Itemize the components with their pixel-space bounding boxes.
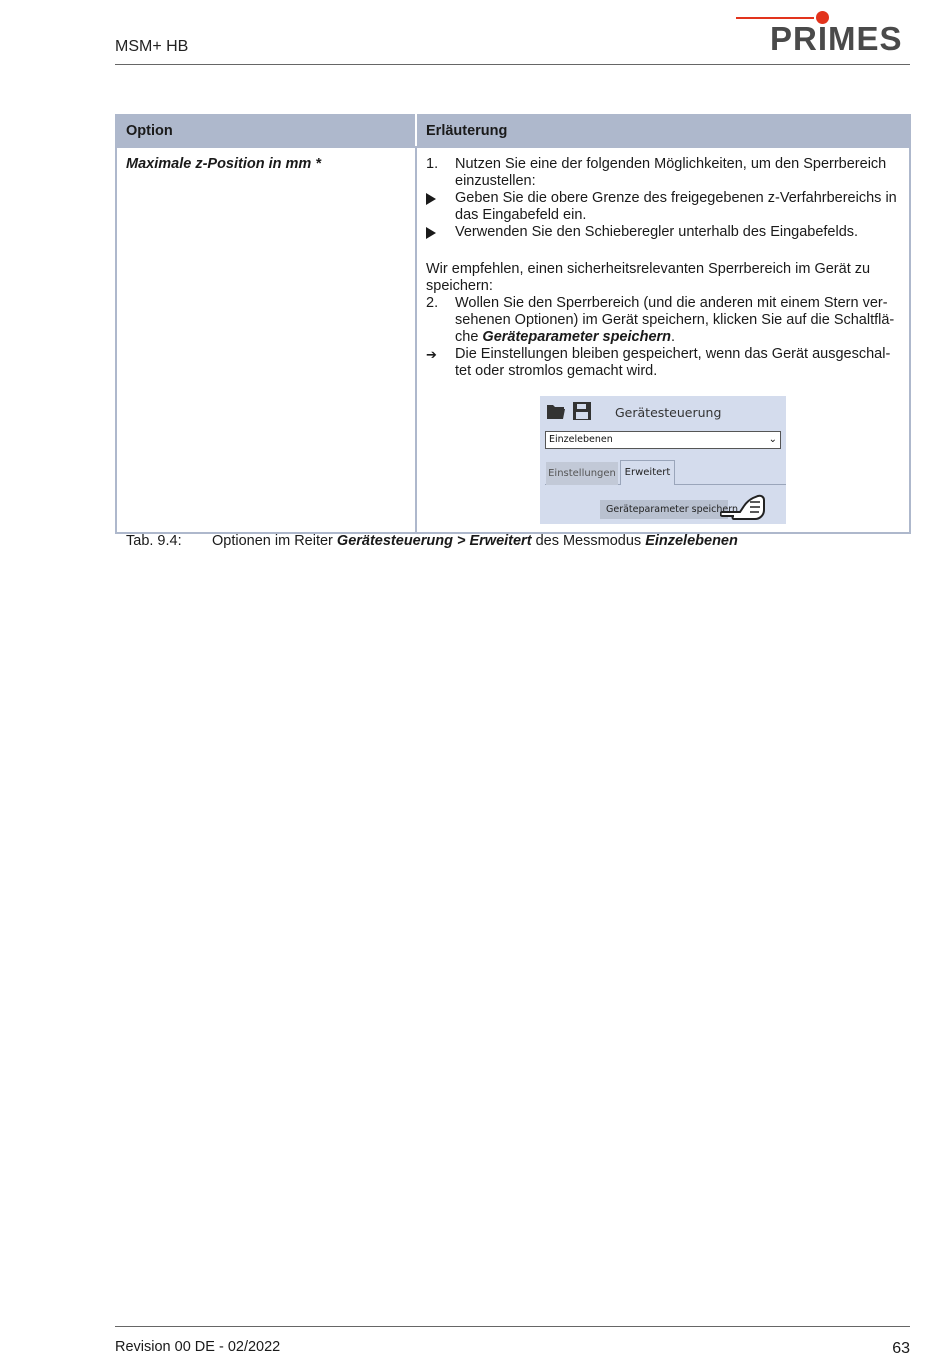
table-caption — [126, 533, 738, 549]
panel-title: Gerätesteuerung — [615, 405, 722, 420]
col-header-option: Option — [116, 115, 416, 147]
logo-text: PRIMES — [770, 20, 903, 57]
tab-einstellungen[interactable]: Einstellungen — [546, 462, 618, 485]
step-1 — [426, 156, 900, 190]
result-arrow-icon: ➔ — [426, 347, 437, 362]
option-explanation — [416, 147, 910, 533]
tab-erweitert[interactable]: Erweitert — [620, 460, 675, 485]
col-header-explanation: Erläuterung — [416, 115, 910, 147]
step-2 — [426, 295, 900, 346]
footer-revision: Revision 00 DE - 02/2022 — [115, 1339, 281, 1355]
footer-rule — [115, 1326, 910, 1327]
caption-text: Optionen im Reiter Gerätesteuerung > Erweitert des Messmodus Einzelebenen — [212, 533, 738, 549]
step-number: 1. — [426, 156, 439, 172]
button-reference: Geräteparameter speichern — [482, 329, 672, 345]
save-device-params-button[interactable]: Geräteparameter speichern — [600, 500, 728, 519]
options-table — [115, 114, 911, 534]
bullet-text: Verwenden Sie den Schieberegler unterhalb des Eingabefelds. — [455, 224, 859, 240]
bullet-triangle-icon — [426, 227, 436, 239]
result-text: Die Einstellungen bleiben gespeichert, wenn das Gerät ausgeschal-tet oder stromlos gemacht wird. — [455, 346, 891, 379]
header-title: MSM+ HB — [115, 38, 189, 55]
recommendation-text: Wir empfehlen, einen sicherheitsrelevanten Sperrbereich im Gerät zu speichern: — [426, 261, 871, 294]
tab-divider — [675, 484, 786, 485]
step-text: Wollen Sie den Sperrbereich (und die anderen mit einem Stern ver-sehenen Optionen) im Gerät speichern, klicken Sie auf die Schaltflä-che Geräteparameter speichern. — [455, 295, 895, 345]
save-icon[interactable] — [572, 401, 592, 421]
table-header-row — [116, 115, 910, 147]
bullet-text: Geben Sie die obere Grenze des freigegebenen z-Verfahrbereichs in das Eingabefeld ein. — [455, 190, 897, 223]
step-number: 2. — [426, 295, 439, 311]
page-number: 63 — [892, 1340, 910, 1357]
header-rule — [115, 64, 910, 65]
pointing-hand-icon — [720, 492, 768, 524]
primes-logo — [736, 8, 908, 60]
option-name: Maximale z-Position in mm * — [116, 147, 416, 533]
bullet-item — [426, 190, 900, 224]
caption-label: Tab. 9.4: — [126, 533, 182, 549]
bullet-item — [426, 224, 900, 244]
bullet-triangle-icon — [426, 193, 436, 205]
table-row — [116, 147, 910, 533]
ui-screenshot — [540, 396, 786, 524]
folder-open-icon[interactable] — [546, 402, 566, 420]
logo-line — [736, 17, 814, 19]
chevron-down-icon: ⌄ — [768, 434, 777, 445]
step-text: Nutzen Sie eine der folgenden Möglichkeiten, um den Sperrbereich einzustellen: — [455, 156, 887, 189]
result-item — [426, 346, 900, 380]
mode-select[interactable]: Einzelebenen ⌄ — [545, 431, 781, 449]
